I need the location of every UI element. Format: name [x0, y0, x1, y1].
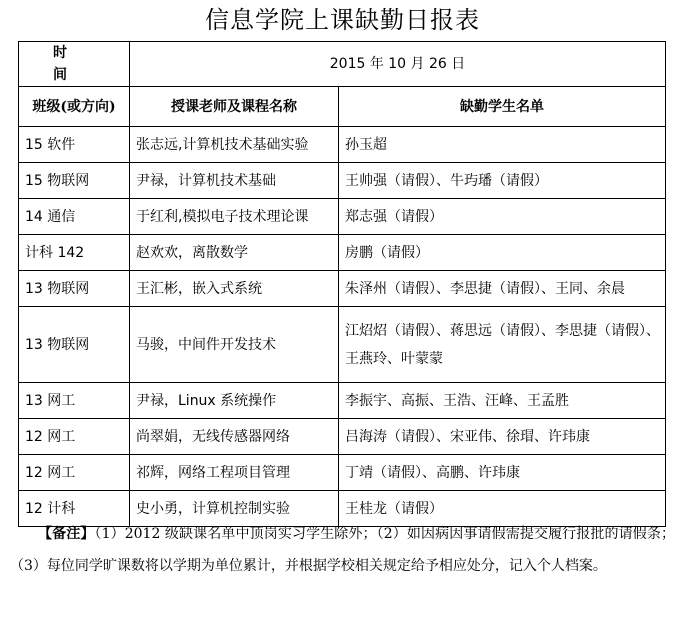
absent-cell: 郑志强（请假）: [339, 199, 666, 235]
class-cell: 计科 142: [19, 235, 130, 271]
absent-cell: 房鹏（请假）: [339, 235, 666, 271]
class-cell: 15 软件: [19, 127, 130, 163]
teacher-course-cell: 于红利,模拟电子技术理论课: [130, 199, 339, 235]
date-row: [19, 42, 666, 87]
table-row: [19, 307, 666, 383]
table-row: [19, 163, 666, 199]
class-cell: 13 网工: [19, 383, 130, 419]
absent-cell: 吕海涛（请假）、宋亚伟、徐瑁、许玮康: [339, 419, 666, 455]
class-cell: 15 物联网: [19, 163, 130, 199]
teacher-course-cell: 祁辉，网络工程项目管理: [130, 455, 339, 491]
header-teacher-course: 授课老师及课程名称: [130, 87, 339, 127]
absent-cell: 孙玉超: [339, 127, 666, 163]
table-row: [19, 235, 666, 271]
absent-cell: 李振宇、高振、王浩、汪峰、王孟胜: [339, 383, 666, 419]
header-row: [19, 87, 666, 127]
teacher-course-cell: 赵欢欢，离散数学: [130, 235, 339, 271]
date-cell: 2015 年 10 月 26 日: [130, 42, 666, 87]
table-row: [19, 199, 666, 235]
table-row: [19, 455, 666, 491]
remarks-tag: 【备注】: [38, 526, 95, 542]
class-cell: 12 网工: [19, 419, 130, 455]
table-row: [19, 271, 666, 307]
class-cell: 13 物联网: [19, 307, 130, 383]
teacher-course-cell: 尚翠娟，无线传感器网络: [130, 419, 339, 455]
table-row: [19, 419, 666, 455]
remarks: [10, 518, 675, 582]
teacher-course-cell: 马骏，中间件开发技术: [130, 307, 339, 383]
teacher-course-cell: 王汇彬，嵌入式系统: [130, 271, 339, 307]
absent-cell: 朱泽州（请假）、李思捷（请假）、王同、余晨: [339, 271, 666, 307]
table-row: [19, 383, 666, 419]
remarks-text: （1）2012 级缺课名单中顶岗实习学生除外；（2）如因病因事请假需提交履行报批的请假条；（3）每位同学旷课数将以学期为单位累计，并根据学校相关规定给予相应处分，记入个人档案。: [10, 526, 675, 574]
class-cell: 13 物联网: [19, 271, 130, 307]
table-row: [19, 127, 666, 163]
teacher-course-cell: 史小勇，计算机控制实验: [130, 491, 339, 527]
absent-cell: 丁靖（请假）、高鹏、许玮康: [339, 455, 666, 491]
absent-cell: 王帅强（请假）、牛玙璠（请假）: [339, 163, 666, 199]
header-class: 班级(或方向): [19, 87, 130, 127]
teacher-course-cell: 尹禄，计算机技术基础: [130, 163, 339, 199]
absent-cell: 江炤炤（请假）、蒋思远（请假）、李思捷（请假）、王燕玲、叶蒙蒙: [339, 307, 666, 383]
time-label: 时 间: [53, 45, 95, 83]
header-absent: 缺勤学生名单: [339, 87, 666, 127]
class-cell: 12 计科: [19, 491, 130, 527]
absent-cell: 王桂龙（请假）: [339, 491, 666, 527]
teacher-course-cell: 尹禄，Linux 系统操作: [130, 383, 339, 419]
class-cell: 14 通信: [19, 199, 130, 235]
absence-table: [18, 41, 666, 527]
report-title: 信息学院上课缺勤日报表: [205, 6, 480, 34]
class-cell: 12 网工: [19, 455, 130, 491]
teacher-course-cell: 张志远,计算机技术基础实验: [130, 127, 339, 163]
time-label-cell: [19, 42, 130, 87]
